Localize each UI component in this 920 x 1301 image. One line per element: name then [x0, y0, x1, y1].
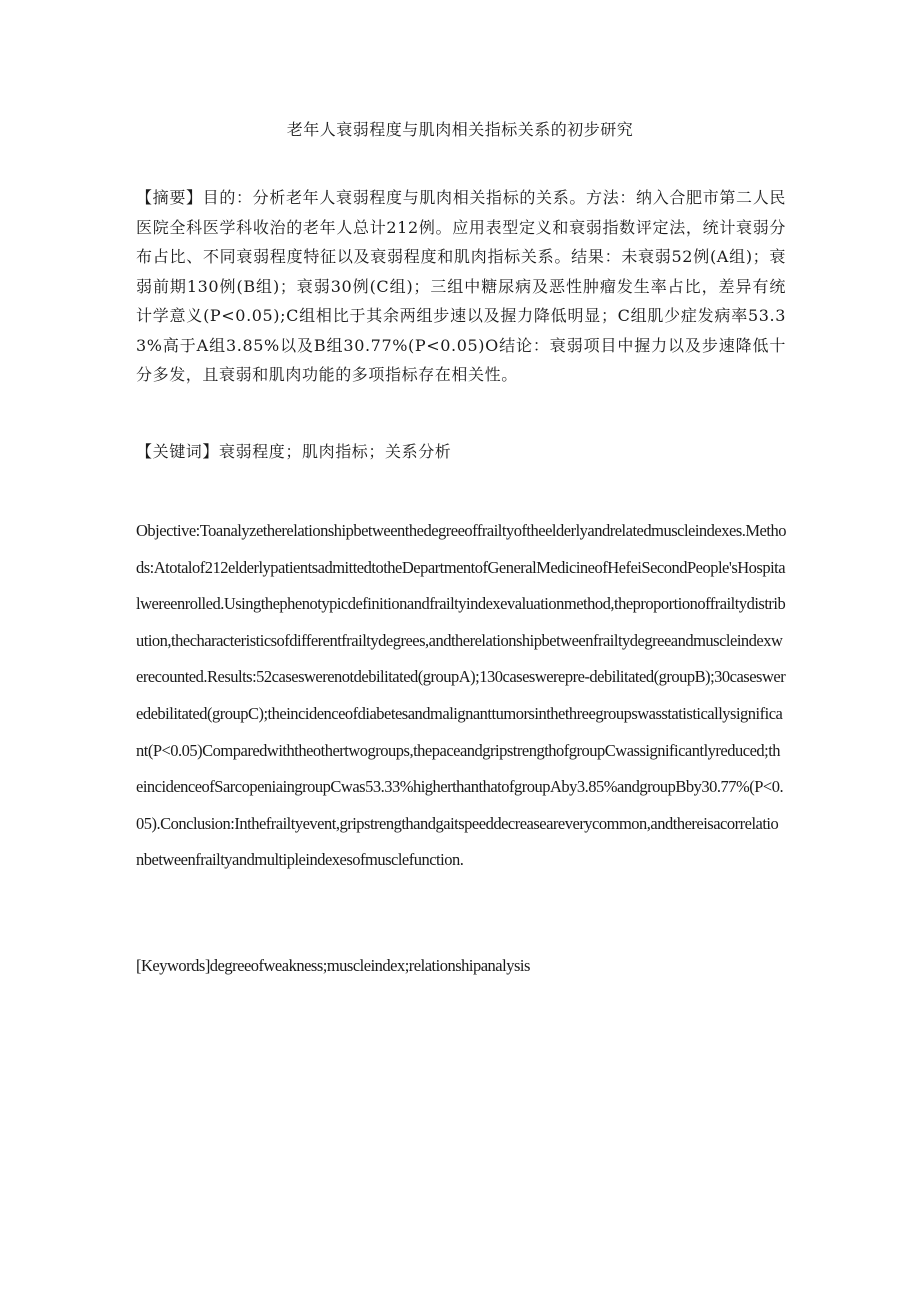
english-keywords: [Keywords]degreeofweakness;muscleindex;relationshipanalysis	[136, 956, 530, 975]
chinese-abstract: 【摘要】目的：分析老年人衰弱程度与肌肉相关指标的关系。方法：纳入合肥市第二人民医院全科医学科收治的老年人总计212例。应用表型定义和衰弱指数评定法，统计衰弱分布占比、不同衰弱程度特征以及衰弱程度和肌肉指标关系。结果：未衰弱52例(A组)；衰弱前期130例(B组)；衰弱30例(C组)；三组中糖尿病及恶性肿瘤发生率占比，差异有统计学意义(P<0.05);C组相比于其余两组步速以及握力降低明显；C组肌少症发病率53.33%高于A组3.85%以及B组30.77%(P<0.05)O结论：衰弱项目中握力以及步速降低十分多发，且衰弱和肌肉功能的多项指标存在相关性。	[136, 188, 786, 384]
paper-title: 老年人衰弱程度与肌肉相关指标关系的初步研究	[286, 120, 634, 139]
english-abstract: Objective:Toanalyzetherelationshipbetweenthedegreeoffrailtyoftheelderlyandrelatedmuscleindexes.Methods:Atotalof212elderlypatientsadmittedtotheDepartmentofGeneralMedicineofHefeiSecondPeople'sHospitalwereenrolled.Usingthephenotypicdefinitionandfrailtyindexevaluationmethod,theproportionoffrailtydistribution,thecharacteristicsofdifferentfrailtydegrees,andtherelationshipbetweenfrailtydegreeandmuscleindexwerecounted.Results:52caseswerenotdebilitated(groupA);130caseswerepre-debilitated(groupB);30casesweredebilitated(groupC);theincidenceofdiabetesandmalignanttumorsinthethreegroupswasstatisticallysignificant(P<0.05)Comparedwiththeothertwogroups,thepaceandgripstrengthofgroupCwassignificantlyreduced;theincidenceofSarcopeniaingroupCwas53.33%higherthanthatofgroupAby3.85%andgroupBby30.77%(P<0.05).Conclusion:Inthefrailtyevent,gripstrengthandgaitspeeddecreaseareverycommon,andthereisacorrelationbetweenfrailtyandmultipleindexesofmusclefunction.	[136, 521, 786, 870]
chinese-keywords: 【关键词】衰弱程度；肌肉指标；关系分析	[136, 442, 452, 461]
